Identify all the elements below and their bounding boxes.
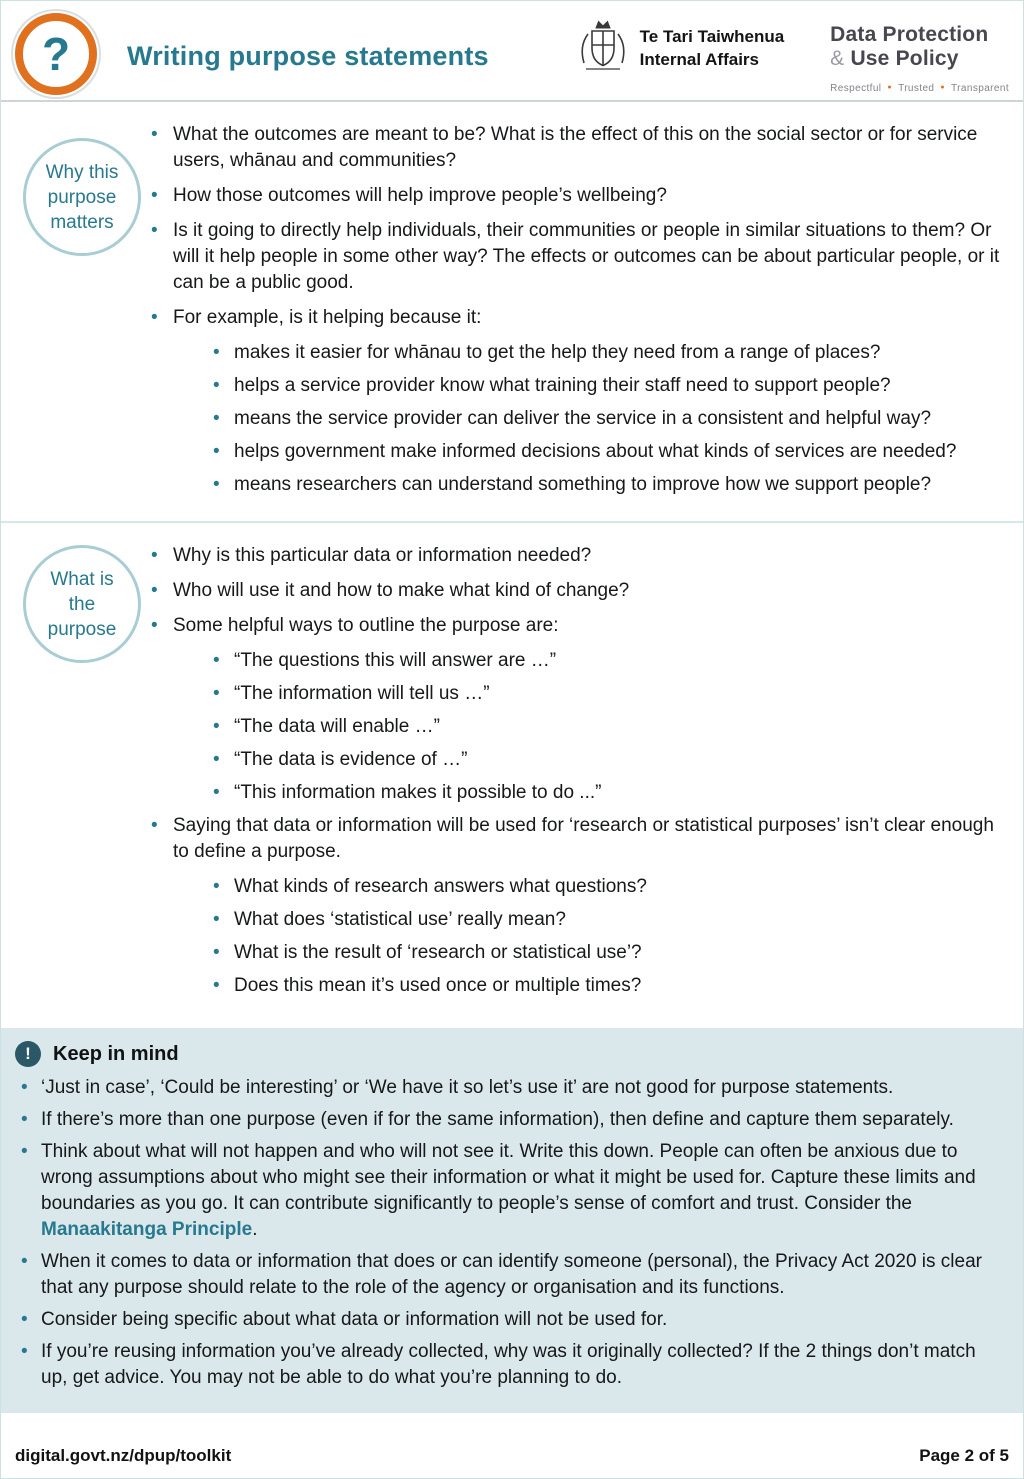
bullet-glyph: • [151,185,158,206]
bullet-item [151,305,1001,331]
bullet-glyph: • [151,545,158,566]
bullet-glyph: • [213,375,220,396]
bullet-item [21,1307,999,1333]
bullet-item [151,218,1001,296]
bullet-text-part: Think about what will not happen and who will not see it. Write this down. People can often be anxious due to wrong assumptions about who might see their information or what it might be used for. Capture these limits and boundaries as you go. It can contribute significantly to people’s sense of comfort and trust. Consider the [41,1141,976,1214]
circle-label-line: What is [50,568,114,590]
bullet-glyph: • [151,124,158,145]
header [1,1,1023,102]
bullet-item [213,874,1001,900]
bullet-glyph: • [21,1109,28,1130]
bullet-item [213,714,1001,740]
tagline-word: Respectful [830,83,882,94]
agency-name-english: Internal Affairs [639,50,759,69]
policy-tagline [830,83,1009,94]
keep-in-mind-list [15,1075,1003,1391]
dpup-brand-line2 [830,47,1009,71]
question-mark-glyph: ? [41,28,71,80]
circle-why-this-purpose-matters [23,138,141,256]
bullet-glyph: • [213,441,220,462]
bullet-text: For example, is it helping because it: [173,307,482,328]
bullet-glyph: • [213,975,220,996]
bullet-text: helps a service provider know what training their staff need to support people? [234,375,891,396]
dpup-brand [830,23,1009,94]
tagline-dot: ● [940,84,946,91]
manaakitanga-principle-link[interactable]: Manaakitanga Principle [41,1219,253,1240]
agency-name-maori: Te Tari Taiwhenua [639,27,785,46]
bullet-text: Is it going to directly help individuals, their communities or people in similar situations to them? Or will it help people in some other way? The effects or outcomes can be about particular people, or it can be a public good. [173,220,1000,293]
bullet-glyph: • [213,749,220,770]
bullet-glyph: • [213,683,220,704]
bullet-glyph: • [213,782,220,803]
bullet-text: When it comes to data or information that does or can identify someone (personal), the Privacy Act 2020 is clear that any purpose should relate to the role of the agency or organisation and its functions. [41,1251,982,1298]
question-mark-icon [11,9,101,99]
ampersand: & [830,47,845,70]
bullet-item [21,1107,999,1133]
bullet-item [213,747,1001,773]
bullet-text: ‘Just in case’, ‘Could be interesting’ or ‘We have it so let’s use it’ are not good for purpose statements. [41,1077,894,1098]
bullet-glyph: • [213,716,220,737]
page-title: Writing purpose statements [127,41,489,71]
bullet-glyph: • [21,1341,28,1362]
bullet-item [21,1075,999,1101]
bullet-item [21,1249,999,1301]
bullet-text: Consider being specific about what data or information will not be used for. [41,1309,668,1330]
bullet-glyph: • [213,408,220,429]
bullet-glyph: • [151,580,158,601]
keep-in-mind-header [15,1041,1003,1067]
bullet-text: “This information makes it possible to do ...” [234,782,602,803]
dpup-brand-line1: Data Protection [830,23,989,46]
bullet-glyph: • [151,815,158,836]
section-circle-column [13,543,151,1006]
circle-label-line: matters [50,211,114,233]
bullet-glyph: • [213,474,220,495]
bullet-text: “The questions this will answer are …” [234,650,557,671]
bullet-text: “The information will tell us …” [234,683,490,704]
tagline-word: Transparent [951,83,1009,94]
bullet-item [213,340,1001,366]
bullet-text: Saying that data or information will be used for ‘research or statistical purposes’ isn’t clear enough to define a purpose. [173,815,994,862]
bullet-item [213,648,1001,674]
internal-affairs-logo [576,17,785,79]
bullet-text: means researchers can understand something to improve how we support people? [234,474,932,495]
bullet-glyph: • [151,615,158,636]
keep-in-mind-title: Keep in mind [53,1042,179,1065]
bullet-item [151,813,1001,865]
tagline-dot: ● [887,84,893,91]
bullet-text-part: . [252,1219,258,1240]
bullet-item [151,613,1001,639]
bullet-glyph: • [151,307,158,328]
bullet-glyph: • [213,650,220,671]
bullet-text: If there’s more than one purpose (even if for the same information), then define and capture them separately. [41,1109,954,1130]
bullet-item [151,122,1001,174]
bullet-text: Does this mean it’s used once or multiple times? [234,975,642,996]
bullet-item [151,578,1001,604]
bullet-glyph: • [213,876,220,897]
bullet-item [213,907,1001,933]
footer-url: digital.govt.nz/dpup/toolkit [15,1446,232,1465]
section-circle-column [13,122,151,505]
bullet-item [213,940,1001,966]
circle-label-line: purpose [47,186,117,208]
bullet-item [151,543,1001,569]
bullet-text: What is the result of ‘research or statistical use’? [234,942,642,963]
nz-coat-of-arms-icon [576,17,630,79]
bullet-glyph: • [21,1141,28,1162]
bullet-text: makes it easier for whānau to get the help they need from a range of places? [234,342,881,363]
bullet-glyph: • [21,1251,28,1272]
bullet-text: If you’re reusing information you’ve already collected, why was it originally collected? If the 2 things don’t match up, get advice. You may not be able to do what you’re planning to do. [41,1341,976,1388]
bullet-glyph: • [213,342,220,363]
bullet-glyph: • [213,909,220,930]
bullet-item [213,780,1001,806]
footer-page-number: Page 2 of 5 [919,1446,1009,1465]
bullet-list-what-is-purpose [151,543,1005,1006]
bullet-text [41,1139,999,1243]
bullet-item [151,183,1001,209]
bullet-text: What the outcomes are meant to be? What is the effect of this on the social sector or for service users, whānau and communities? [173,124,978,171]
circle-what-is-the-purpose [23,545,141,663]
section-why-this-purpose-matters [1,102,1023,519]
bullet-item [213,439,1001,465]
keep-in-mind-box [1,1028,1023,1413]
bullet-text: helps government make informed decisions about what kinds of services are needed? [234,441,957,462]
bullet-item [213,472,1001,498]
question-mark-icon-ring [15,13,97,95]
bullet-text: Some helpful ways to outline the purpose are: [173,615,559,636]
tagline-word: Trusted [898,83,935,94]
section-what-is-the-purpose [1,523,1023,1020]
agency-name [640,25,785,71]
exclamation-icon: ! [15,1041,41,1067]
bullet-glyph: • [21,1077,28,1098]
bullet-item [213,406,1001,432]
bullet-item [213,681,1001,707]
bullet-text: What kinds of research answers what questions? [234,876,647,897]
bullet-item [213,973,1001,999]
bullet-text: “The data is evidence of …” [234,749,468,770]
header-logos [576,17,1009,94]
dpup-brand-line2-text: Use Policy [850,47,959,70]
bullet-glyph: • [213,942,220,963]
bullet-text: What does ‘statistical use’ really mean? [234,909,566,930]
bullet-list-why-purpose-matters [151,122,1005,505]
bullet-glyph: • [21,1309,28,1330]
circle-label-line: Why this [45,161,119,183]
bullet-text: Why is this particular data or information needed? [173,545,592,566]
bullet-item [21,1339,999,1391]
bullet-text: means the service provider can deliver the service in a consistent and helpful way? [234,408,932,429]
bullet-glyph: • [151,220,158,241]
bullet-text: “The data will enable …” [234,716,440,737]
circle-label-line: purpose [47,618,117,640]
circle-label-line: the [68,593,96,615]
bullet-item [21,1139,999,1243]
bullet-text: How those outcomes will help improve people’s wellbeing? [173,185,667,206]
bullet-text: Who will use it and how to make what kind of change? [173,580,630,601]
bullet-item [213,373,1001,399]
